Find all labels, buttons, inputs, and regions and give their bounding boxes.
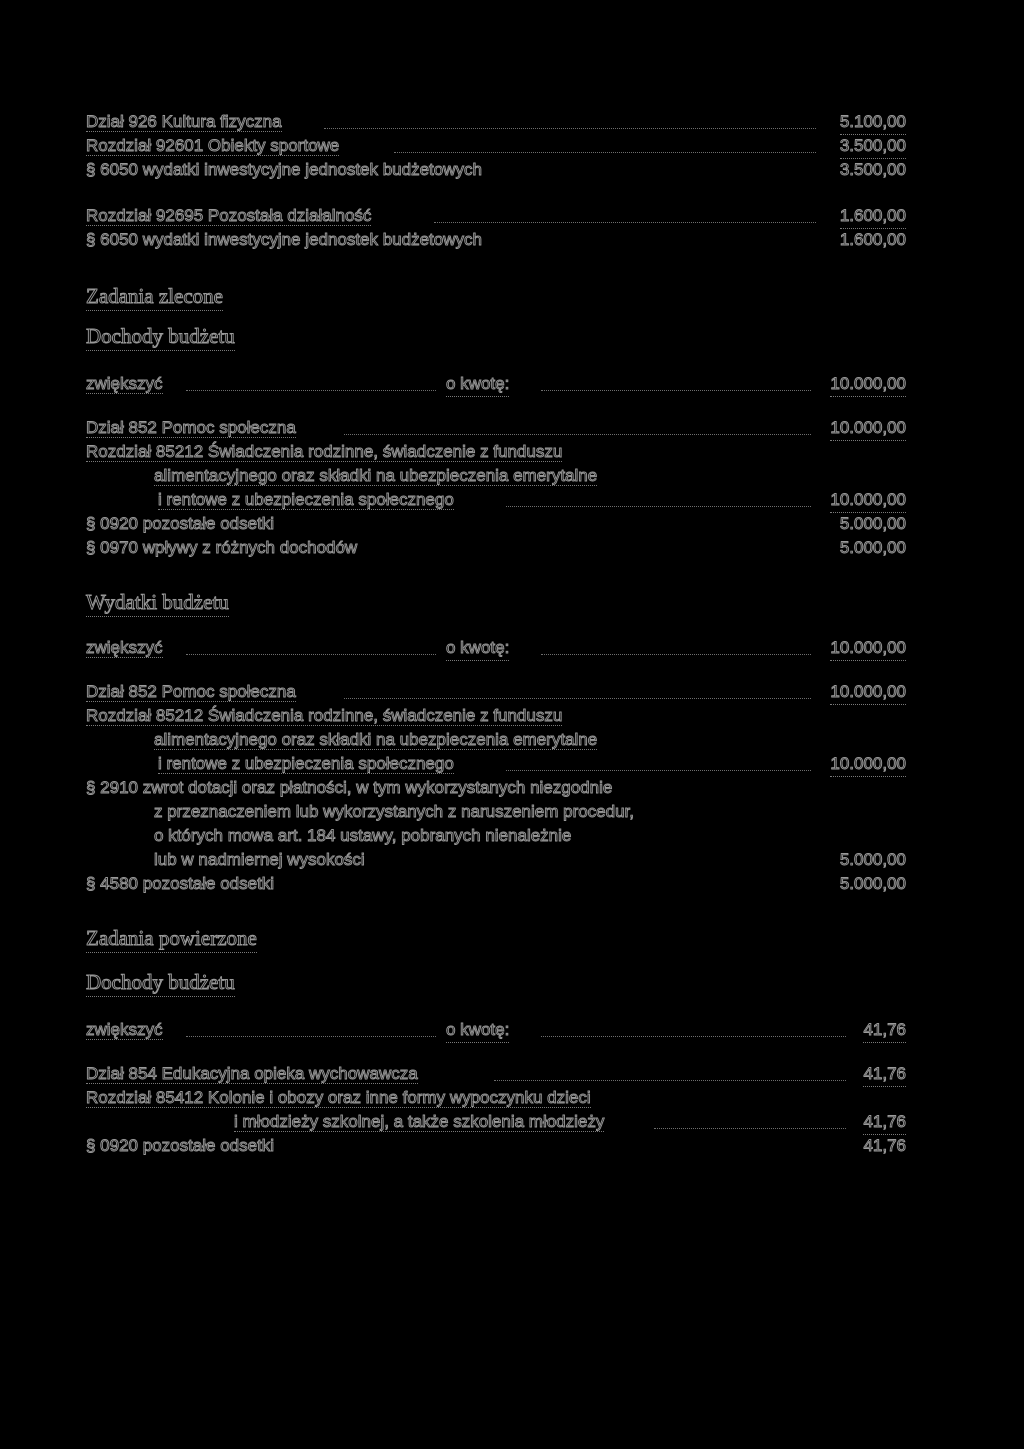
zlecone-dochody-heading-row bbox=[86, 322, 906, 366]
par-6050-label-2: § 6050 wydatki inwestycyjne jednostek budżetowych bbox=[86, 230, 482, 249]
par-6050-amount-2: 1.600,00 bbox=[839, 230, 906, 249]
powierzone-zwiekszyc-amount: 41,76 bbox=[863, 1018, 906, 1043]
rozdzial-92695-label: Rozdział 92695 Pozostała działalność bbox=[86, 206, 372, 225]
rozdzial-85212-wydatki-l2 bbox=[86, 728, 906, 752]
zwiekszyc-amount: 10.000,00 bbox=[830, 372, 906, 397]
wydatki-rozdzial-85212-line3: i rentowe z ubezpieczenia społecznego bbox=[158, 754, 454, 773]
powierzone-heading-row bbox=[86, 924, 906, 968]
wydatki-dzial-852-label: Dział 852 Pomoc społeczna bbox=[86, 682, 296, 701]
rozdzial-85412-amount: 41,76 bbox=[863, 1110, 906, 1135]
rozdzial-85212-line2: alimentacyjnego oraz składki na ubezpieczenia emerytalne bbox=[154, 466, 598, 485]
par-0920-label: § 0920 pozostałe odsetki bbox=[86, 514, 275, 533]
par-0970-row bbox=[86, 536, 906, 560]
par-2910-line4: lub w nadmiernej wysokości bbox=[154, 850, 365, 869]
powierzone-par-0920-amount: 41,76 bbox=[863, 1136, 906, 1155]
rozdzial-85212-dochody-l3 bbox=[86, 488, 906, 512]
dzial-852-amount: 10.000,00 bbox=[830, 416, 906, 441]
rozdzial-85412-l2 bbox=[86, 1110, 906, 1134]
powierzone-par-0920-label: § 0920 pozostałe odsetki bbox=[86, 1136, 275, 1155]
rozdzial-85212-dochody-l1 bbox=[86, 440, 906, 464]
par-2910-l1 bbox=[86, 776, 906, 800]
zlecone-heading-row bbox=[86, 282, 906, 322]
wydatki-o-kwote-label: o kwotę: bbox=[446, 636, 509, 661]
rozdzial-85412-l1 bbox=[86, 1086, 906, 1110]
dzial-852-label: Dział 852 Pomoc społeczna bbox=[86, 418, 296, 437]
dzial-854-label: Dział 854 Edukacyjna opieka wychowawcza bbox=[86, 1064, 418, 1083]
par-6050-row-2 bbox=[86, 228, 906, 252]
par-4580-label: § 4580 pozostałe odsetki bbox=[86, 874, 275, 893]
rozdzial-92601-row bbox=[86, 134, 906, 158]
par-6050-label-1: § 6050 wydatki inwestycyjne jednostek budżetowych bbox=[86, 160, 482, 179]
rozdzial-92601-label: Rozdział 92601 Obiekty sportowe bbox=[86, 136, 340, 155]
wydatki-heading-row bbox=[86, 588, 906, 632]
rozdzial-85212-amount: 10.000,00 bbox=[830, 488, 906, 513]
wydatki-zwiekszyc-amount: 10.000,00 bbox=[830, 636, 906, 661]
par-2910-l4 bbox=[86, 848, 906, 872]
rozdzial-85212-line3: i rentowe z ubezpieczenia społecznego bbox=[158, 490, 454, 509]
dzial-852-dochody-row bbox=[86, 416, 906, 440]
rozdzial-85212-wydatki-l1 bbox=[86, 704, 906, 728]
par-4580-amount: 5.000,00 bbox=[839, 874, 906, 893]
par-2910-l3 bbox=[86, 824, 906, 848]
par-2910-line1: § 2910 zwrot dotacji oraz płatności, w tym wykorzystanych niezgodnie bbox=[86, 778, 613, 797]
wydatki-zwiekszyc-label: zwiększyć bbox=[86, 638, 163, 657]
par-6050-amount-1: 3.500,00 bbox=[839, 160, 906, 179]
powierzone-par-0920-row bbox=[86, 1134, 906, 1158]
dzial-926-label: Dział 926 Kultura fizyczna bbox=[86, 112, 282, 131]
rozdzial-85412-line1: Rozdział 85412 Kolonie i obozy oraz inne formy wypoczynku dzieci bbox=[86, 1088, 591, 1107]
powierzone-o-kwote-label: o kwotę: bbox=[446, 1018, 509, 1043]
dzial-926-amount: 5.100,00 bbox=[840, 110, 906, 135]
powierzone-dochody-heading-row bbox=[86, 968, 906, 1012]
powierzone-zwiekszyc-label: zwiększyć bbox=[86, 1020, 163, 1039]
rozdzial-85212-wydatki-l3 bbox=[86, 752, 906, 776]
rozdzial-92695-row bbox=[86, 204, 906, 228]
o-kwote-label: o kwotę: bbox=[446, 372, 509, 397]
powierzone-zwieksz-row bbox=[86, 1018, 906, 1042]
par-2910-amount: 5.000,00 bbox=[839, 850, 906, 869]
document-page bbox=[86, 110, 906, 1158]
par-2910-line3: o których mowa art. 184 ustawy, pobranych nienależnie bbox=[154, 826, 572, 845]
rozdzial-92695-amount: 1.600,00 bbox=[840, 204, 906, 229]
par-4580-row bbox=[86, 872, 906, 896]
par-2910-l2 bbox=[86, 800, 906, 824]
rozdzial-85212-dochody-l2 bbox=[86, 464, 906, 488]
wydatki-rozdzial-85212-amount: 10.000,00 bbox=[830, 752, 906, 777]
par-0920-amount: 5.000,00 bbox=[839, 514, 906, 533]
dzial-926-row bbox=[86, 110, 906, 134]
wydatki-rozdzial-85212-line2: alimentacyjnego oraz składki na ubezpieczenia emerytalne bbox=[154, 730, 598, 749]
dzial-854-row bbox=[86, 1062, 906, 1086]
dzial-852-wydatki-row bbox=[86, 680, 906, 704]
zwiekszyc-label: zwiększyć bbox=[86, 374, 163, 393]
par-6050-row-1 bbox=[86, 158, 906, 182]
rozdzial-92601-amount: 3.500,00 bbox=[840, 134, 906, 159]
wydatki-rozdzial-85212-line1: Rozdział 85212 Świadczenia rodzinne, świadczenie z funduszu bbox=[86, 706, 563, 725]
par-2910-line2: z przeznaczeniem lub wykorzystanych z naruszeniem procedur, bbox=[154, 802, 634, 821]
wydatki-dzial-852-amount: 10.000,00 bbox=[830, 680, 906, 705]
dochody-budzetu-heading: Dochody budżetu bbox=[86, 322, 235, 351]
par-0920-row bbox=[86, 512, 906, 536]
wydatki-budzetu-heading: Wydatki budżetu bbox=[86, 588, 229, 617]
wydatki-zwieksz-row bbox=[86, 636, 906, 660]
rozdzial-85412-line2: i młodzieży szkolnej, a także szkolenia młodzieży bbox=[234, 1112, 605, 1131]
powierzone-dochody-budzetu-heading: Dochody budżetu bbox=[86, 968, 235, 997]
par-0970-label: § 0970 wpływy z różnych dochodów bbox=[86, 538, 358, 557]
par-0970-amount: 5.000,00 bbox=[839, 538, 906, 557]
zadania-zlecone-heading: Zadania zlecone bbox=[86, 282, 223, 311]
rozdzial-85212-line1: Rozdział 85212 Świadczenia rodzinne, świadczenie z funduszu bbox=[86, 442, 563, 461]
zadania-powierzone-heading: Zadania powierzone bbox=[86, 924, 257, 953]
dzial-854-amount: 41,76 bbox=[863, 1062, 906, 1087]
zlecone-dochody-zwieksz-row bbox=[86, 372, 906, 396]
